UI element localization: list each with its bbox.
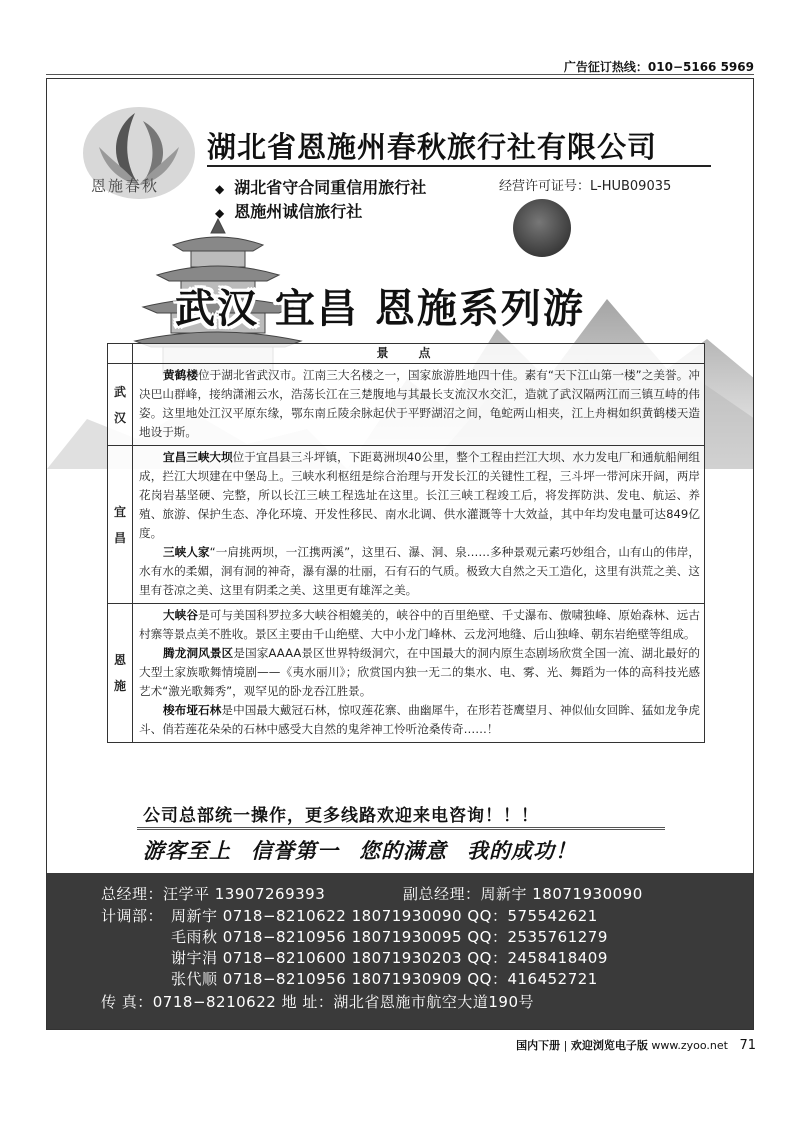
dispatch-contact: 谢宇涓 0718−8210600 18071930203 QQ：2458418409 xyxy=(171,949,608,967)
honor-item: ◆ 恩施州诚信旅行社 xyxy=(215,202,363,221)
motto: 游客至上 信誉第一 您的满意 我的成功！ xyxy=(143,838,577,863)
city-enshi: 恩 施 xyxy=(108,604,133,743)
spot-name: 宜昌三峡大坝 xyxy=(163,450,233,464)
table-row-enshi xyxy=(108,604,705,743)
spot-name: 三峡人家 xyxy=(163,545,210,559)
website-link[interactable]: www.zyoo.net xyxy=(651,1039,728,1052)
contact-panel xyxy=(47,873,753,1029)
dispatch-label: 计调部： xyxy=(101,907,164,925)
dispatch-contact: 周新宇 0718−8210622 18071930090 QQ：575542621 xyxy=(171,907,598,925)
attractions-table xyxy=(107,343,705,743)
honor-item: ◆ 湖北省守合同重信用旅行社 xyxy=(215,178,427,197)
logo-text: 恩施春秋 xyxy=(91,177,160,195)
general-manager: 总经理：汪学平 13907269393 xyxy=(101,885,326,903)
city-yichang: 宜 昌 xyxy=(108,446,133,604)
fax-address: 传 真：0718−8210622 地 址：湖北省恩施市航空大道190号 xyxy=(101,993,534,1011)
table-row-yichang xyxy=(108,446,705,604)
spot-name: 大峡谷 xyxy=(163,608,199,622)
dispatch-contact: 张代顺 0718−8210956 18071930909 QQ：416452721 xyxy=(171,970,598,988)
company-rule xyxy=(207,165,711,167)
sun-graphic xyxy=(513,199,571,257)
spot-name: 梭布垭石林 xyxy=(163,703,222,717)
company-name: 湖北省恩施州春秋旅行社有限公司 xyxy=(207,130,658,164)
wuhan-description: 黄鹤楼位于湖北省武汉市。江南三大名楼之一，国家旅游胜地四十佳。素有“天下江山第一楼”之美誉。冲决巴山群峰，接纳潇湘云水，浩荡长江在三楚腹地与其最长支流汉水交汇，造就了武汉隔两江而三镇互峙的伟姿。这里地处江汉平原东缘，鄂东南丘陵余脉起伏于平野湖沼之间，龟蛇两山相夹，江上舟楫如织黄鹤楼天造地设于斯。 xyxy=(133,364,705,446)
series-title: 武汉 宜昌 恩施系列游 xyxy=(175,285,585,332)
table-header-blank xyxy=(108,344,133,364)
yichang-description: 宜昌三峡大坝位于宜昌县三斗坪镇，下距葛洲坝40公里，整个工程由拦江大坝、水力发电厂和通航船闸组成，拦江大坝建在中堡岛上。三峡水利枢纽是综合治理与开发长江的关键性工程，三斗坪一带河床开阔，两岸花岗岩基坚硬、完整，所以长江三峡工程选址在这里。长江三峡工程竣工后，将发挥防洪、发电、航运、养殖、旅游、保护生态、净化环境、开发性移民、南水北调、供水灌溉等十大效益，其中年均发电量可达849亿度。 三峡人家“一肩挑两坝，一江携两溪”，这里石、瀑、洞、泉……多种景观元素巧妙组合，山有山的伟岸，水有水的柔媚，洞有洞的神奇，瀑有瀑的壮丽，石有石的气质。极致大自然之天工造化，这里有洪荒之美、这里有苍凉之美、这里有阴柔之美、这里更有雄浑之美。 xyxy=(133,446,705,604)
license-number: 经营许可证号：L-HUB09035 xyxy=(499,179,672,194)
spot-name: 腾龙洞风景区 xyxy=(163,646,234,660)
table-header-spots: 景点 xyxy=(133,344,705,364)
advertisement xyxy=(46,78,754,1030)
deputy-general-manager: 副总经理：周新宇 18071930090 xyxy=(403,885,643,903)
header-rule xyxy=(46,74,754,75)
table-header-row xyxy=(108,344,705,364)
enshi-description: 大峡谷是可与美国科罗拉多大峡谷相媲美的，峡谷中的百里绝壁、千丈瀑布、傲啸独峰、原始森林、远古村寨等景点美不胜收。景区主要由千山绝壁、大中小龙门峰林、云龙河地缝、后山独峰、朝东岩绝壁等组成。 腾龙洞风景区是国家AAAA景区世界特级洞穴，在中国最大的洞内原生态剧场欣赏全国一流、湖北最好的大型土家族歌舞情境剧——《夷水丽川》；欣赏国内独一无二的集水、电、雾、光、舞蹈为一体的高科技光感艺术“激光歌舞秀”，观罕见的卧龙吞江胜景。 梭布垭石林是中国最大戴冠石林，惊叹莲花寨、曲幽犀牛，在形若苍鹰望月、神似仙女回眸、猛如龙争虎斗、俏若莲花朵朵的石林中感受大自然的鬼斧神工怜听沧桑传奇……！ xyxy=(133,604,705,743)
consult-slogan: 公司总部统一操作，更多线路欢迎来电咨询！！！ xyxy=(143,806,539,826)
diamond-bullet-icon: ◆ xyxy=(215,206,225,220)
ad-hotline: 广告征订热线：010−5166 5969 xyxy=(563,60,754,74)
spot-name: 黄鹤楼 xyxy=(163,368,198,382)
slogan-rule xyxy=(137,827,665,830)
diamond-bullet-icon: ◆ xyxy=(215,182,225,196)
city-wuhan: 武 汉 xyxy=(108,364,133,446)
page-footer: 国内下册 | 欢迎浏览电子版 www.zyoo.net 71 xyxy=(516,1038,756,1053)
page-number: 71 xyxy=(739,1038,756,1053)
dispatch-contact: 毛雨秋 0718−8210956 18071930095 QQ：2535761279 xyxy=(171,928,608,946)
table-row-wuhan xyxy=(108,364,705,446)
